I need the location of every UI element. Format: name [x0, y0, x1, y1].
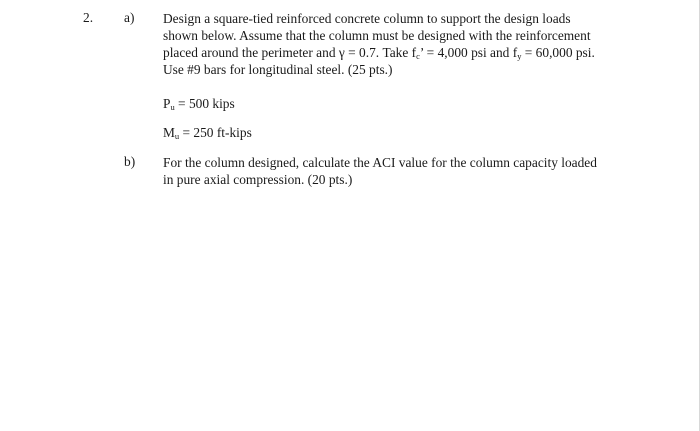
moment-load-symbol: M: [163, 125, 175, 140]
part-a-line-2: shown below. Assume that the column must be designed with the reinforcement: [163, 28, 591, 43]
part-b-line-1: For the column designed, calculate the ACI value for the column capacity loaded: [163, 155, 597, 170]
moment-load-subscript: u: [174, 131, 180, 141]
axial-load-subscript: u: [170, 102, 175, 112]
part-a-line-1: Design a square-tied reinforced concrete column to support the design loads: [163, 11, 571, 26]
part-a-statement: [163, 10, 633, 78]
problem-number: 2.: [83, 10, 94, 25]
axial-load-symbol: P: [163, 96, 171, 111]
part-b-line-2: in pure axial compression. (20 pts.): [163, 172, 353, 187]
moment-load-value: = 250 ft-kips: [179, 125, 252, 140]
part-a-line-3: [163, 44, 633, 61]
part-b-statement: [163, 154, 633, 188]
moment-load: [163, 125, 252, 141]
axial-load-value: = 500 kips: [174, 96, 235, 111]
line3-text-3: = 60,000 psi.: [521, 45, 595, 60]
line3-text-2: ’ = 4,000 psi and f: [419, 45, 518, 60]
part-a-label: a): [124, 10, 135, 25]
fy-subscript: y: [517, 51, 522, 61]
axial-load: [163, 96, 235, 112]
fc-subscript: c: [416, 51, 420, 61]
part-a-line-4: Use #9 bars for longitudinal steel. (25 pts.): [163, 62, 393, 77]
line3-text-1: placed around the perimeter and γ = 0.7. Take f: [163, 45, 417, 60]
part-b-label: b): [124, 154, 136, 169]
